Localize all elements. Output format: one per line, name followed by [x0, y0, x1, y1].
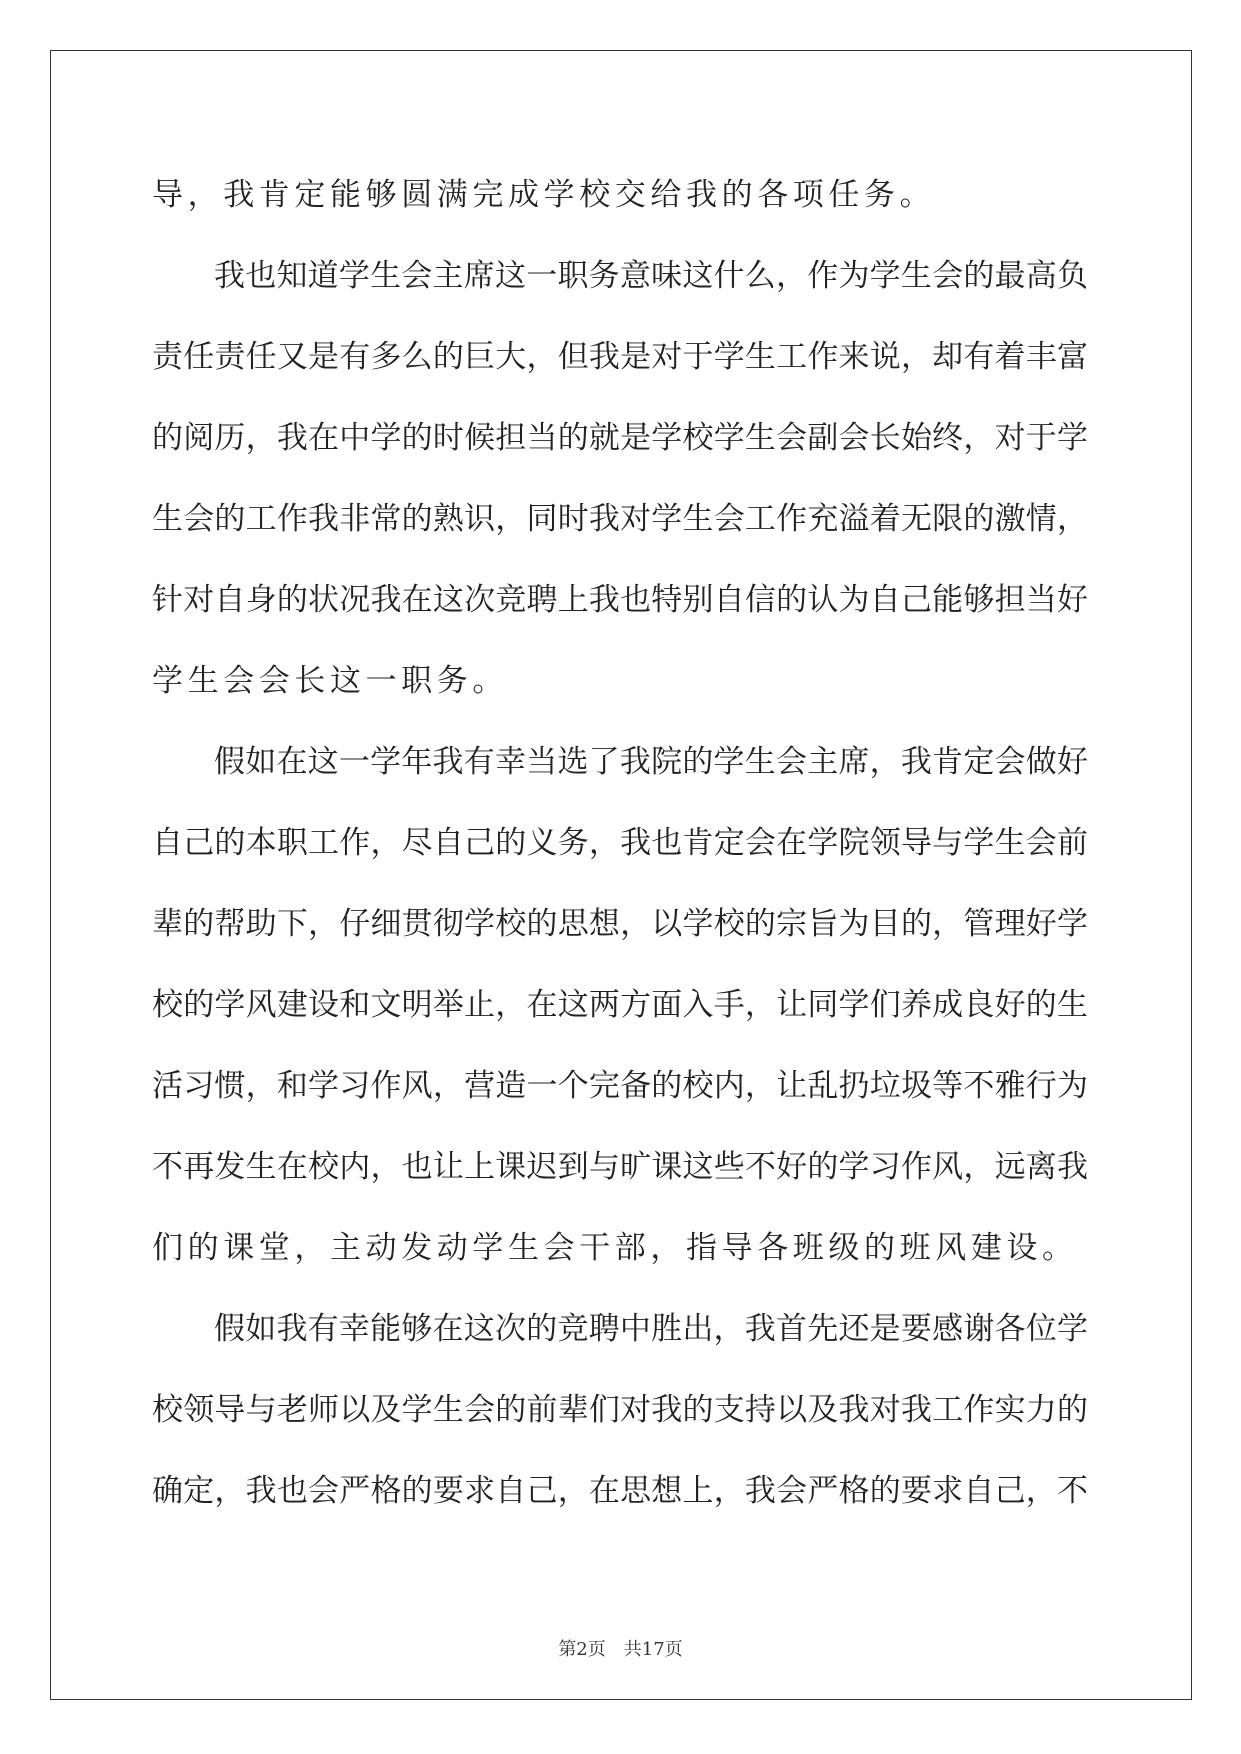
text-line: 导，我肯定能够圆满完成学校交给我的各项任务。: [152, 177, 936, 213]
text-line: 针对自身的状况我在这次竞聘上我也特别自信的认为自己能够担当好: [152, 582, 1088, 618]
page-footer: [0, 1635, 1241, 1661]
text-line: 活习惯，和学习作风，营造一个完备的校内，让乱扔垃圾等不雅行为: [152, 1068, 1088, 1104]
document-body: [152, 165, 1088, 1542]
text-line: 我也知道学生会主席这一职务意味这什么，作为学生会的最高负: [214, 258, 1088, 294]
text-line: 校的学风建设和文明举止，在这两方面入手，让同学们养成良好的生: [152, 987, 1088, 1023]
text-line: 责任责任又是有多么的巨大，但我是对于学生工作来说，却有着丰富: [152, 339, 1088, 375]
text-line: 辈的帮助下，仔细贯彻学校的思想，以学校的宗旨为目的，管理好学: [152, 906, 1088, 942]
text-line: 校领导与老师以及学生会的前辈们对我的支持以及我对我工作实力的: [152, 1392, 1088, 1428]
text-line: 的阅历，我在中学的时候担当的就是学校学生会副会长始终，对于学: [152, 420, 1088, 456]
text-line: 学生会会长这一职务。: [152, 663, 508, 699]
page-total: 共17页: [623, 1639, 683, 1660]
page-number: 第2页: [558, 1639, 606, 1660]
text-line: 自己的本职工作，尽自己的义务，我也肯定会在学院领导与学生会前: [152, 825, 1088, 861]
text-line: 们的课堂，主动发动学生会干部，指导各班级的班风建设。: [152, 1230, 1078, 1266]
text-line: 生会的工作我非常的熟识，同时我对学生会工作充溢着无限的激情，: [152, 501, 1088, 537]
text-line: 确定，我也会严格的要求自己，在思想上，我会严格的要求自己，不: [152, 1473, 1088, 1509]
text-line: 假如我有幸能够在这次的竞聘中胜出，我首先还是要感谢各位学: [214, 1311, 1088, 1347]
text-line: 不再发生在校内，也让上课迟到与旷课这些不好的学习作风，远离我: [152, 1149, 1088, 1185]
text-line: 假如在这一学年我有幸当选了我院的学生会主席，我肯定会做好: [214, 744, 1088, 780]
